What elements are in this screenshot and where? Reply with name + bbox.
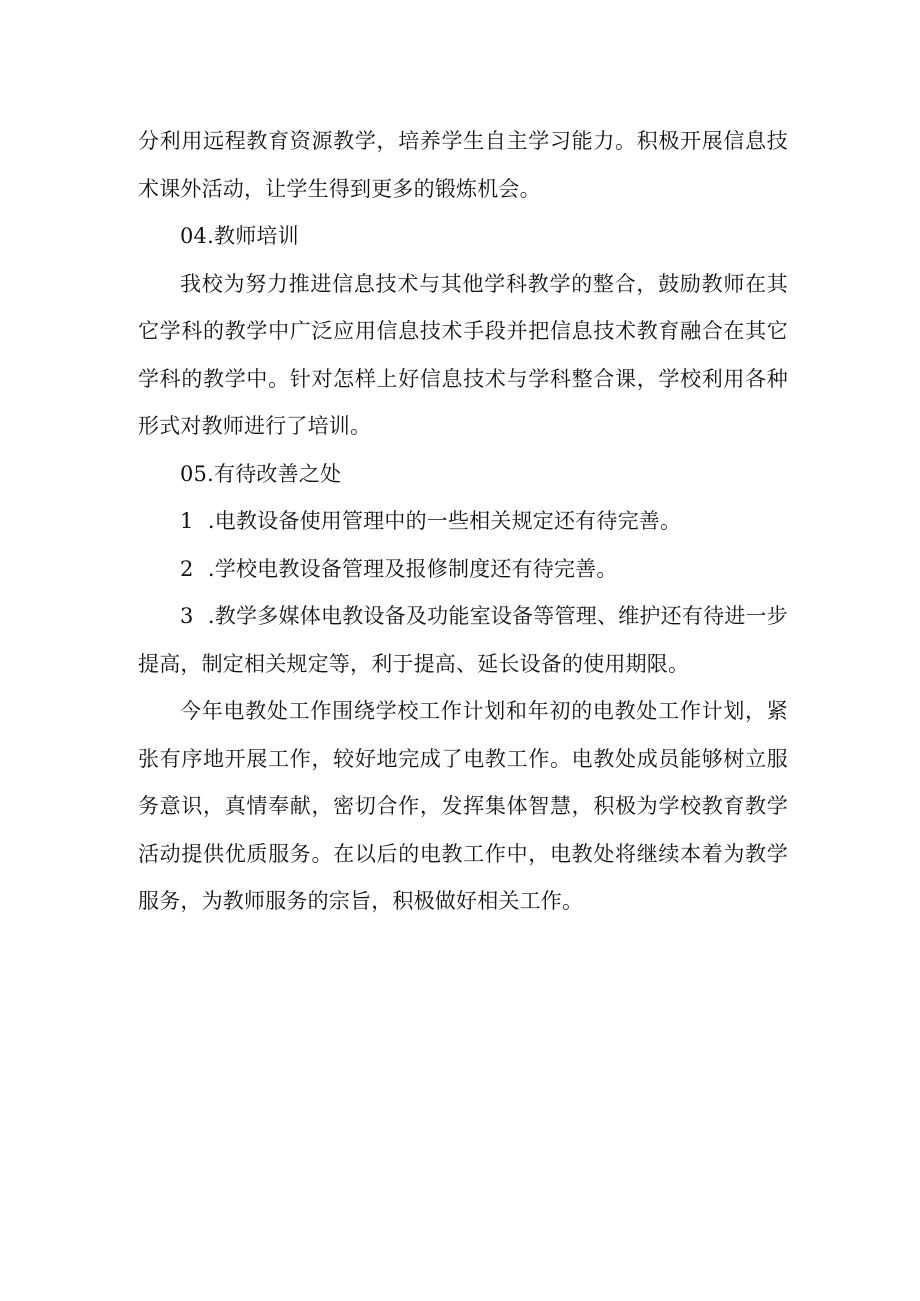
list-item-text: .学校电教设备管理及报修制度还有待完善。 [207,556,618,581]
document-body [138,118,788,926]
paragraph-continued: 分利用远程教育资源教学，培养学生自主学习能力。积极开展信息技术课外活动，让学生得到更多的锻炼机会。 [138,129,788,201]
list-item-number: 1 [180,509,194,533]
list-item-text: .电教设备使用管理中的一些相关规定还有待完善。 [207,509,682,533]
section-heading-improvements: 05.有待改善之处 [180,461,342,486]
list-item-number: 2 [180,556,194,581]
list-item-text: .教学多媒体电教设备及功能室设备等管理、维护还有待进一步提高，制定相关规定等，利于提高、延长设备的使用期限。 [138,604,788,676]
list-item-number: 3 [180,604,194,628]
paragraph-teacher-training: 我校为努力推进信息技术与其他学科教学的整合，鼓励教师在其它学科的教学中广泛应用信息技术手段并把信息技术教育融合在其它学科的教学中。针对怎样上好信息技术与学科整合课，学校利用各种形式对教师进行了培训。 [138,271,788,438]
list-item [138,546,788,594]
list-item [138,593,788,688]
paragraph-closing: 今年电教处工作围绕学校工作计划和年初的电教处工作计划，紧张有序地开展工作，较好地完成了电教工作。电教处成员能够树立服务意识，真情奉献，密切合作，发挥集体智慧，积极为学校教育教学活动提供优质服务。在以后的电教工作中，电教处将继续本着为教学服务，为教师服务的宗旨，积极做好相关工作。 [138,699,788,913]
section-heading-teacher-training: 04.教师培训 [180,224,299,248]
list-item [138,498,788,546]
